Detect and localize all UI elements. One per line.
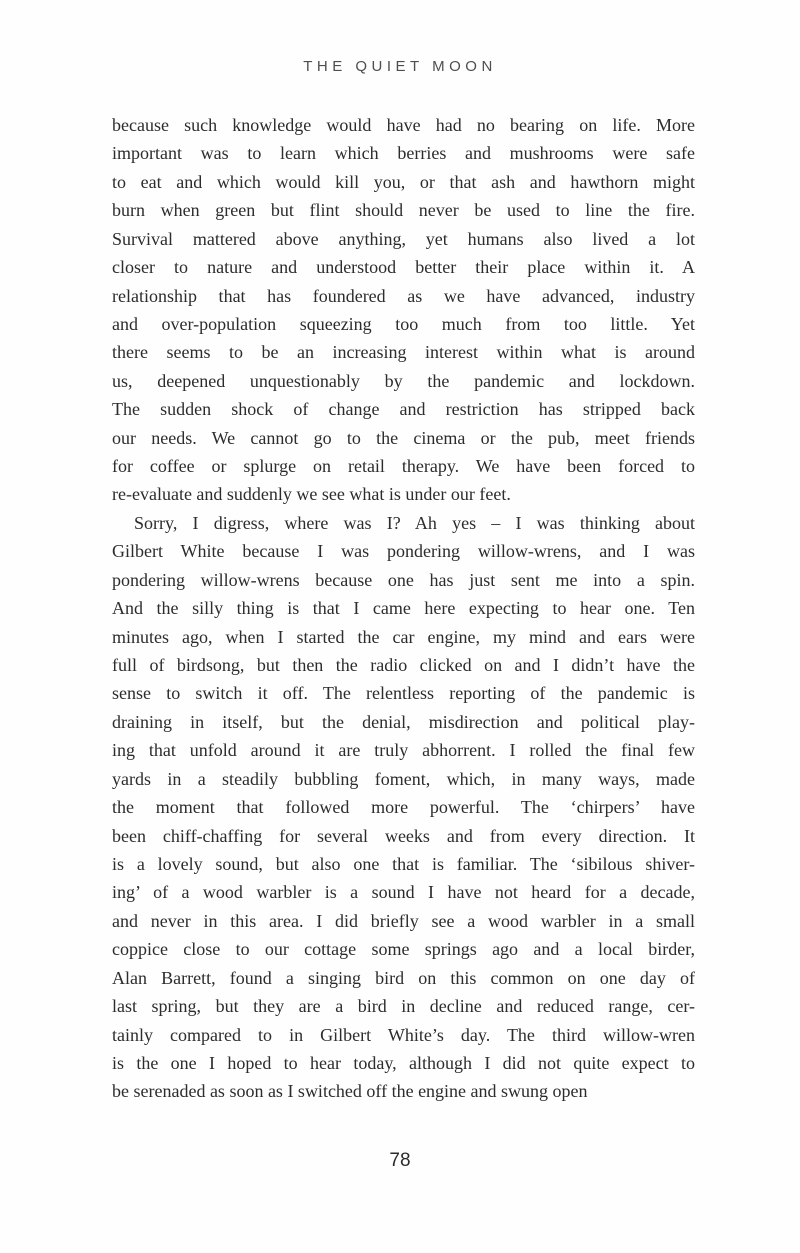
text-line: relationship that has foundered as we have advanced, industry bbox=[112, 285, 695, 306]
text-line: closer to nature and understood better their place within it. A bbox=[112, 257, 695, 278]
text-line: yards in a steadily bubbling foment, which, in many ways, made bbox=[112, 768, 695, 789]
text-line: ing’ of a wood warbler is a sound I have not heard for a decade, bbox=[112, 882, 695, 903]
text-line: Survival mattered above anything, yet humans also lived a lot bbox=[112, 228, 695, 249]
text-line: draining in itself, but the denial, misdirection and political play- bbox=[112, 711, 695, 732]
text-line: ing that unfold around it are truly abhorrent. I rolled the final few bbox=[112, 740, 695, 761]
text-line: pondering willow-wrens because one has just sent me into a spin. bbox=[112, 569, 695, 590]
text-line: And the silly thing is that I came here expecting to hear one. Ten bbox=[112, 598, 695, 619]
text-line: last spring, but they are a bird in decline and reduced range, cer- bbox=[112, 996, 695, 1017]
text-line: important was to learn which berries and mushrooms were safe bbox=[112, 143, 695, 164]
text-line: the moment that followed more powerful. The ‘chirpers’ have bbox=[112, 797, 695, 818]
text-line: and never in this area. I did briefly see a wood warbler in a small bbox=[112, 910, 695, 931]
text-line: coppice close to our cottage some springs ago and a local birder, bbox=[112, 939, 695, 960]
text-line: burn when green but flint should never be used to line the fire. bbox=[112, 200, 695, 221]
page-number: 78 bbox=[389, 1150, 411, 1171]
text-line: there seems to be an increasing interest within what is around bbox=[112, 342, 695, 363]
text-line: Alan Barrett, found a singing bird on this common on one day of bbox=[112, 967, 695, 988]
text-line: Sorry, I digress, where was I? Ah yes – I was thinking about bbox=[134, 512, 695, 533]
text-line: Gilbert White because I was pondering willow-wrens, and I was bbox=[112, 541, 695, 562]
text-line: because such knowledge would have had no bearing on life. More bbox=[112, 115, 695, 135]
text-line: for coffee or splurge on retail therapy. We have been forced to bbox=[112, 456, 695, 477]
paragraph bbox=[112, 111, 695, 509]
text-line: to eat and which would kill you, or that ash and hawthorn might bbox=[112, 171, 695, 192]
running-header: THE QUIET MOON bbox=[303, 58, 497, 75]
text-line: is a lovely sound, but also one that is familiar. The ‘sibilous shiver- bbox=[112, 853, 695, 874]
text-line: is the one I hoped to hear today, although I did not quite expect to bbox=[112, 1052, 695, 1073]
paragraph bbox=[112, 509, 695, 1106]
text-line: sense to switch it off. The relentless reporting of the pandemic is bbox=[112, 683, 695, 704]
text-line: us, deepened unquestionably by the pandemic and lockdown. bbox=[112, 370, 695, 391]
text-line: our needs. We cannot go to the cinema or the pub, meet friends bbox=[112, 427, 695, 448]
text-line: be serenaded as soon as I switched off the engine and swung open bbox=[112, 1081, 588, 1102]
text-line: minutes ago, when I started the car engine, my mind and ears were bbox=[112, 626, 695, 647]
text-line: re-evaluate and suddenly we see what is under our feet. bbox=[112, 484, 511, 505]
text-line: full of birdsong, but then the radio clicked on and I didn’t have the bbox=[112, 655, 695, 676]
body-text bbox=[112, 111, 695, 1106]
text-line: been chiff-chaffing for several weeks and from every direction. It bbox=[112, 825, 695, 846]
text-line: and over-population squeezing too much from too little. Yet bbox=[112, 313, 695, 334]
text-line: The sudden shock of change and restriction has stripped back bbox=[112, 399, 695, 420]
text-line: tainly compared to in Gilbert White’s day. The third willow-wren bbox=[112, 1024, 695, 1045]
